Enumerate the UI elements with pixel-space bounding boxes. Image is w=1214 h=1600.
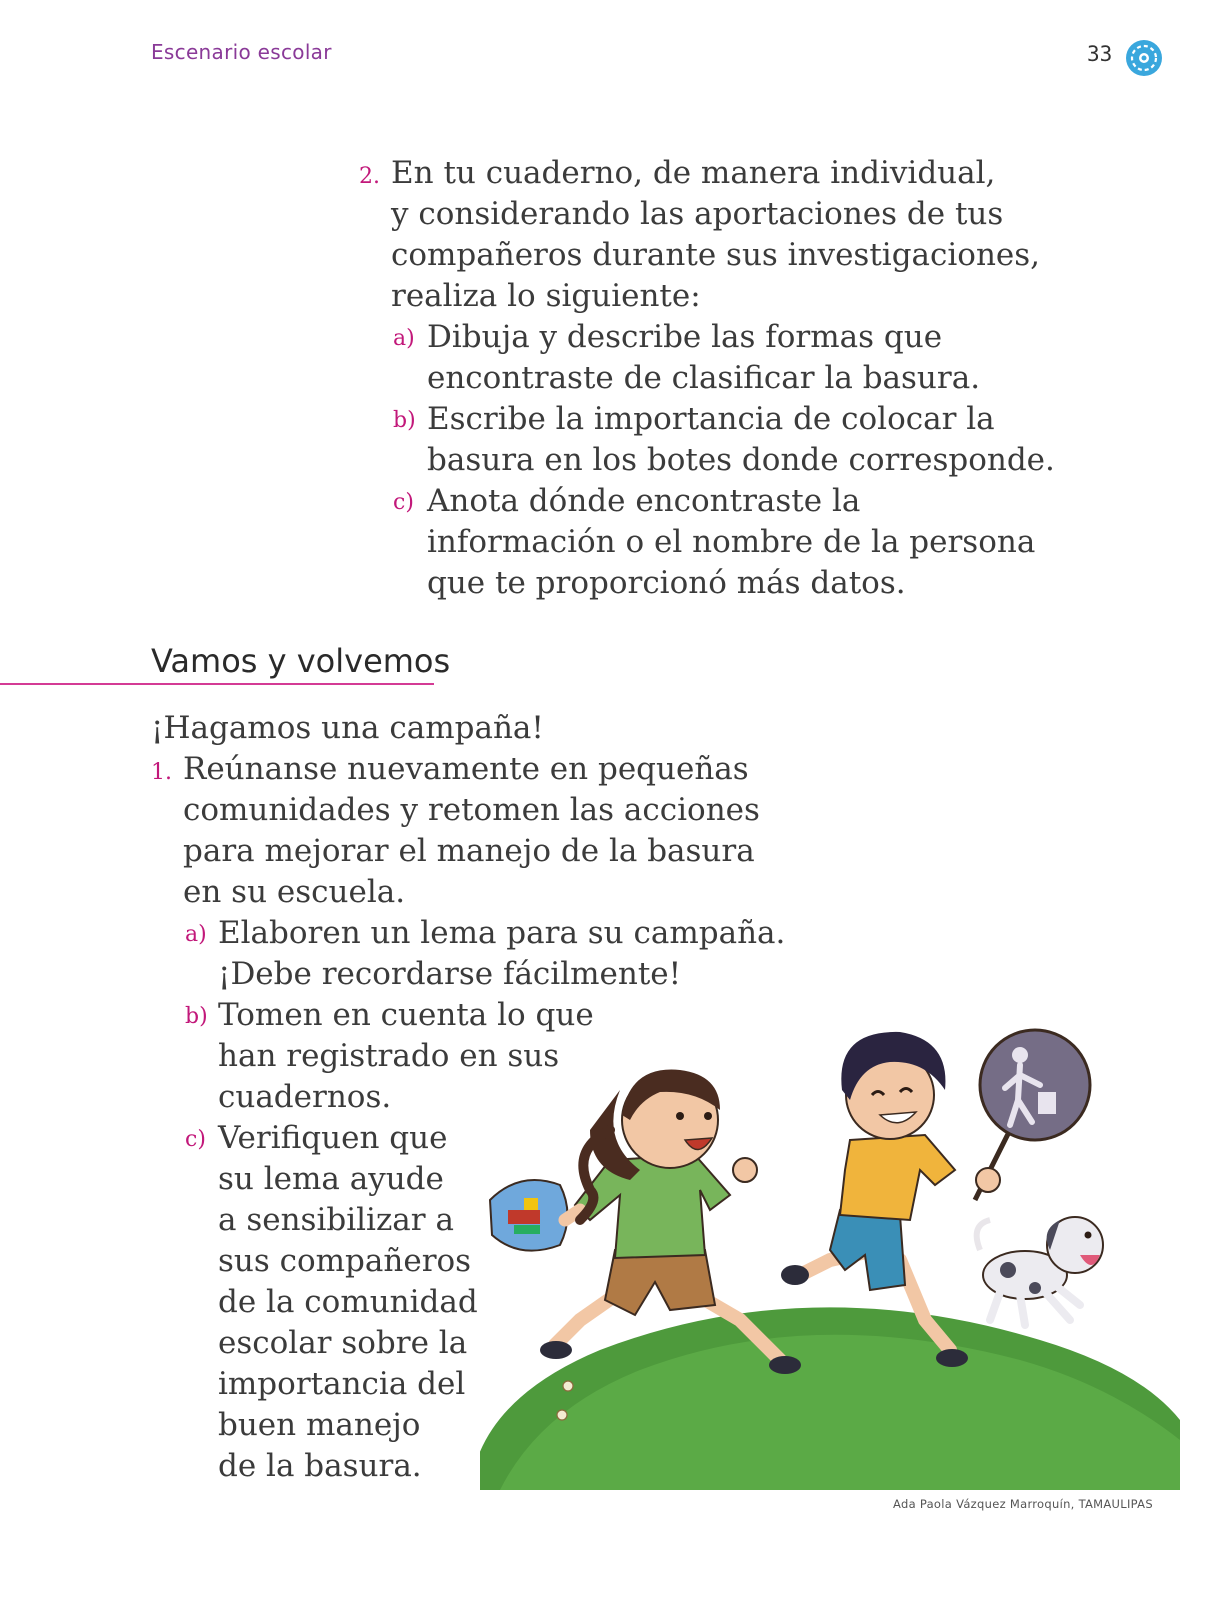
item-b-line: Escribe la importancia de colocar la — [427, 401, 995, 437]
item-letter: c) — [185, 1127, 206, 1152]
activity-2-line: y considerando las aportaciones de tus — [391, 196, 1004, 232]
step-1-a-line: Elaboren un lema para su campaña. — [218, 915, 786, 951]
step-1-c-line: buen manejo — [218, 1407, 421, 1443]
step-1-a-line: ¡Debe recordarse fácilmente! — [218, 956, 682, 992]
activity-2-line: En tu cuaderno, de manera individual, — [391, 155, 996, 191]
dog-figure — [977, 1217, 1103, 1325]
item-a-line: encontraste de clasificar la basura. — [427, 360, 981, 396]
activity-2-line: realiza lo siguiente: — [391, 278, 701, 314]
step-1-b-line: Tomen en cuenta lo que — [218, 997, 594, 1033]
item-c-line: que te proporcionó más datos. — [427, 565, 906, 601]
girl-figure — [490, 1070, 801, 1374]
compass-rose-icon — [1124, 38, 1164, 78]
item-c-line: Anota dónde encontraste la — [427, 483, 861, 519]
item-letter: a) — [393, 326, 415, 351]
illustration-credit: Ada Paola Vázquez Marroquín, TAMAULIPAS — [893, 1497, 1153, 1511]
section-intro: ¡Hagamos una campaña! — [151, 710, 544, 746]
children-running-illustration — [480, 1020, 1180, 1490]
step-1-number: 1. — [151, 760, 172, 785]
step-1-line: comunidades y retomen las acciones — [183, 792, 760, 828]
item-letter: a) — [185, 922, 207, 947]
step-1-c-line: de la comunidad — [218, 1284, 478, 1320]
step-1-c-line: a sensibilizar a — [218, 1202, 454, 1238]
step-1-c-line: su lema ayude — [218, 1161, 444, 1197]
section-header: Escenario escolar — [151, 40, 332, 64]
step-1-line: para mejorar el manejo de la basura — [183, 833, 755, 869]
activity-2-number: 2. — [359, 164, 380, 189]
item-c-line: información o el nombre de la persona — [427, 524, 1036, 560]
item-b-line: basura en los botes donde corresponde. — [427, 442, 1055, 478]
item-letter: b) — [393, 408, 416, 433]
section-title: Vamos y volvemos — [151, 642, 451, 680]
step-1-b-line: han registrado en sus — [218, 1038, 560, 1074]
page-number: 33 — [1087, 42, 1113, 66]
step-1-b-line: cuadernos. — [218, 1079, 392, 1115]
item-letter: b) — [185, 1004, 208, 1029]
activity-2-line: compañeros durante sus investigaciones, — [391, 237, 1041, 273]
step-1-c-line: escolar sobre la — [218, 1325, 468, 1361]
step-1-c-line: sus compañeros — [218, 1243, 472, 1279]
step-1-c-line: de la basura. — [218, 1448, 422, 1484]
step-1-line: en su escuela. — [183, 874, 406, 910]
item-letter: c) — [393, 490, 414, 515]
item-a-line: Dibuja y describe las formas que — [427, 319, 943, 355]
step-1-c-line: importancia del — [218, 1366, 466, 1402]
step-1-c-line: Verifiquen que — [218, 1120, 448, 1156]
section-divider — [0, 683, 434, 685]
step-1-line: Reúnanse nuevamente en pequeñas — [183, 751, 749, 787]
